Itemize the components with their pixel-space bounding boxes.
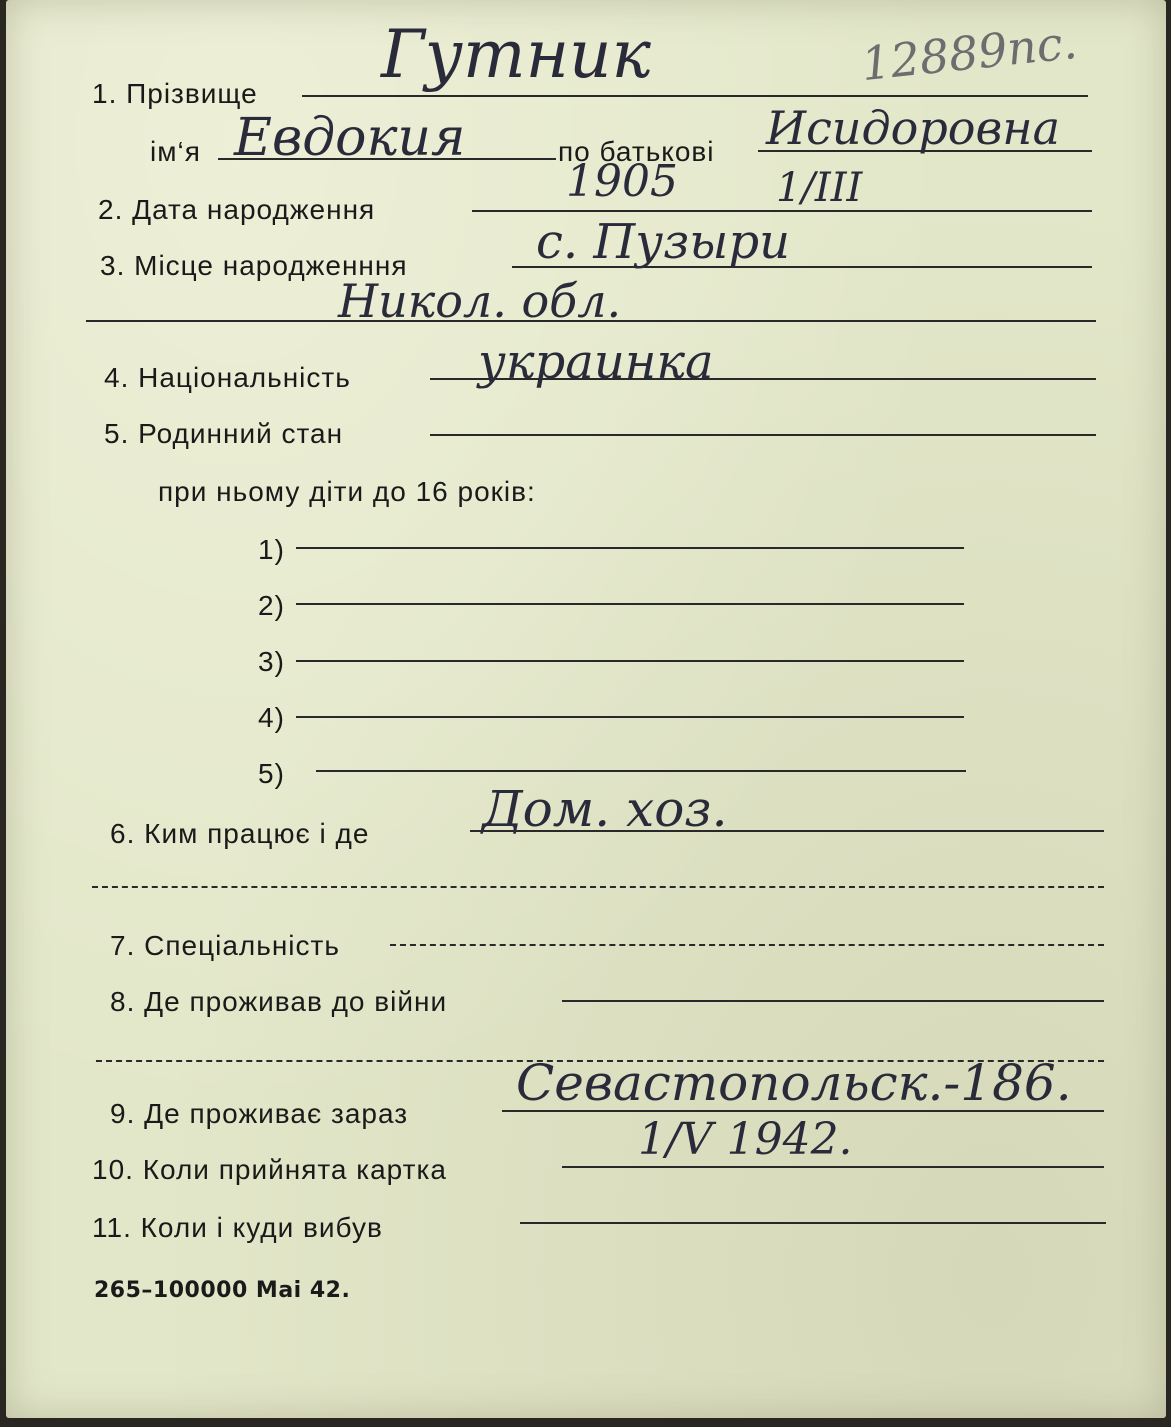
record-number-entry: 12889пс. (858, 14, 1080, 92)
name-label: ім‘я (150, 136, 201, 167)
family-status-label: 5. Родинний стан (104, 418, 344, 449)
child-slot-1-line (296, 547, 964, 549)
departed-line (520, 1222, 1106, 1224)
nationality-label: 4. Національність (104, 362, 351, 393)
child-slot-3-label: 3) (258, 646, 285, 677)
card-accepted-entry: 1/V 1942. (638, 1114, 853, 1165)
surname-label: 1. Прізвище (92, 78, 258, 109)
specialty-label: 7. Спеціальність (110, 930, 340, 961)
surname-line (302, 95, 1088, 97)
birth-place-entry: с. Пузыри (536, 214, 791, 270)
birth-date-label: 2. Дата народження (98, 194, 376, 225)
print-info: 265–100000 Mai 42. (94, 1278, 351, 1303)
birth-year-entry: 1905 (566, 156, 678, 207)
birth-region-entry: Никол. обл. (338, 274, 622, 328)
first-name-entry: Евдокия (234, 108, 466, 168)
child-slot-1-label: 1) (258, 534, 285, 565)
patronymic-entry: Исидоровна (766, 101, 1060, 155)
card-accepted-line (562, 1166, 1104, 1168)
child-slot-4-line (296, 716, 964, 718)
birth-day-month-entry: 1/III (776, 165, 863, 211)
child-slot-5-line (316, 770, 966, 772)
child-slot-2-label: 2) (258, 590, 285, 621)
child-slot-3-line (296, 660, 964, 662)
card-accepted-label: 10. Коли прийнята картка (92, 1154, 447, 1185)
nationality-entry: украинка (478, 334, 714, 390)
child-slot-4-label: 4) (258, 702, 285, 733)
employment-line-2 (92, 886, 1104, 888)
child-slot-5-label: 5) (258, 758, 285, 789)
departed-label: 11. Коли і куди вибув (92, 1212, 383, 1243)
child-slot-2-line (296, 603, 964, 605)
prewar-residence-label: 8. Де проживав до війни (110, 986, 448, 1017)
specialty-line (390, 944, 1104, 946)
patronymic-label: по батькові (558, 136, 715, 167)
registration-card (6, 0, 1166, 1418)
surname-entry: Гутник (381, 16, 651, 93)
children-label: при ньому діти до 16 років: (158, 476, 536, 507)
employment-entry: Дом. хоз. (482, 780, 728, 838)
prewar-residence-line (562, 1000, 1104, 1002)
family-status-line (430, 434, 1096, 436)
current-residence-label: 9. Де проживає зараз (110, 1098, 409, 1129)
employment-label: 6. Ким працює і де (110, 818, 370, 849)
current-residence-entry: Севастопольск.-186. (516, 1054, 1072, 1112)
birth-place-label: 3. Місце народженння (100, 250, 408, 281)
